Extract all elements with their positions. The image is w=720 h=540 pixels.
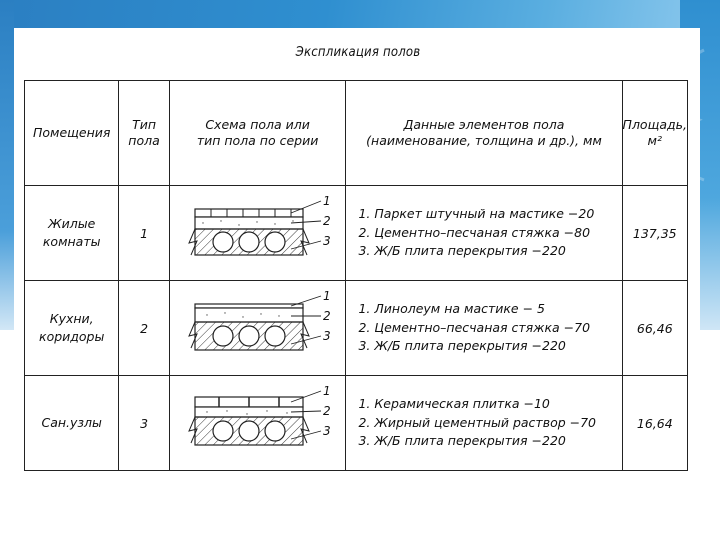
layer-label: 1 [322, 289, 331, 303]
floor-scheme-drawing [169, 376, 346, 471]
header-floor-scheme: Схема пола или тип пола по серии [169, 81, 346, 186]
header-floor-elements: Данные элементов пола (наименование, толщина и др.), мм [346, 81, 622, 186]
table-row [25, 281, 688, 376]
layer-label: 1 [322, 384, 331, 398]
floor-area: 137,35 [622, 186, 687, 281]
floor-type: 2 [119, 281, 169, 376]
table-row [25, 186, 688, 281]
layer-label: 3 [322, 424, 331, 438]
room-name: Сан.узлы [25, 376, 119, 471]
floor-section-linoleum-icon [173, 288, 343, 368]
floor-area: 16,64 [622, 376, 687, 471]
floor-elements-list: 1. Паркет штучный на мастике −20 2. Цементно–песчаная стяжка −80 3. Ж/Б плита перекрытия −220 [346, 186, 622, 281]
header-room: Помещения [25, 81, 119, 186]
layer-label: 3 [322, 329, 331, 343]
table-row [25, 376, 688, 471]
floor-elements-list: 1. Керамическая плитка −10 2. Жирный цементный раствор −70 3. Ж/Б плита перекрытия −220 [346, 376, 622, 471]
floor-section-parquet-icon [173, 193, 343, 273]
floor-section-tile-icon [173, 383, 343, 463]
floor-area: 66,46 [622, 281, 687, 376]
layer-label: 2 [322, 404, 331, 418]
document-title: Экспликация полов [295, 45, 421, 60]
floor-elements-list: 1. Линолеум на мастике − 5 2. Цементно–песчаная стяжка −70 3. Ж/Б плита перекрытия −220 [346, 281, 622, 376]
floor-explication-table [24, 80, 688, 471]
room-name: Кухни, коридоры [25, 281, 119, 376]
slide-footer-area [0, 468, 720, 540]
floor-explication-document [22, 30, 694, 466]
layer-label: 2 [322, 309, 331, 323]
header-area: Площадь, м² [622, 81, 687, 186]
layer-label: 1 [322, 194, 331, 208]
slide-left-band [0, 0, 14, 330]
room-name: Жилые комнаты [25, 186, 119, 281]
floor-type: 1 [119, 186, 169, 281]
layer-label: 3 [322, 234, 331, 248]
floor-scheme-drawing [169, 186, 346, 281]
table-header-row [25, 81, 688, 186]
header-floor-type: Тип пола [119, 81, 169, 186]
floor-scheme-drawing [169, 281, 346, 376]
layer-label: 2 [322, 214, 331, 228]
floor-type: 3 [119, 376, 169, 471]
